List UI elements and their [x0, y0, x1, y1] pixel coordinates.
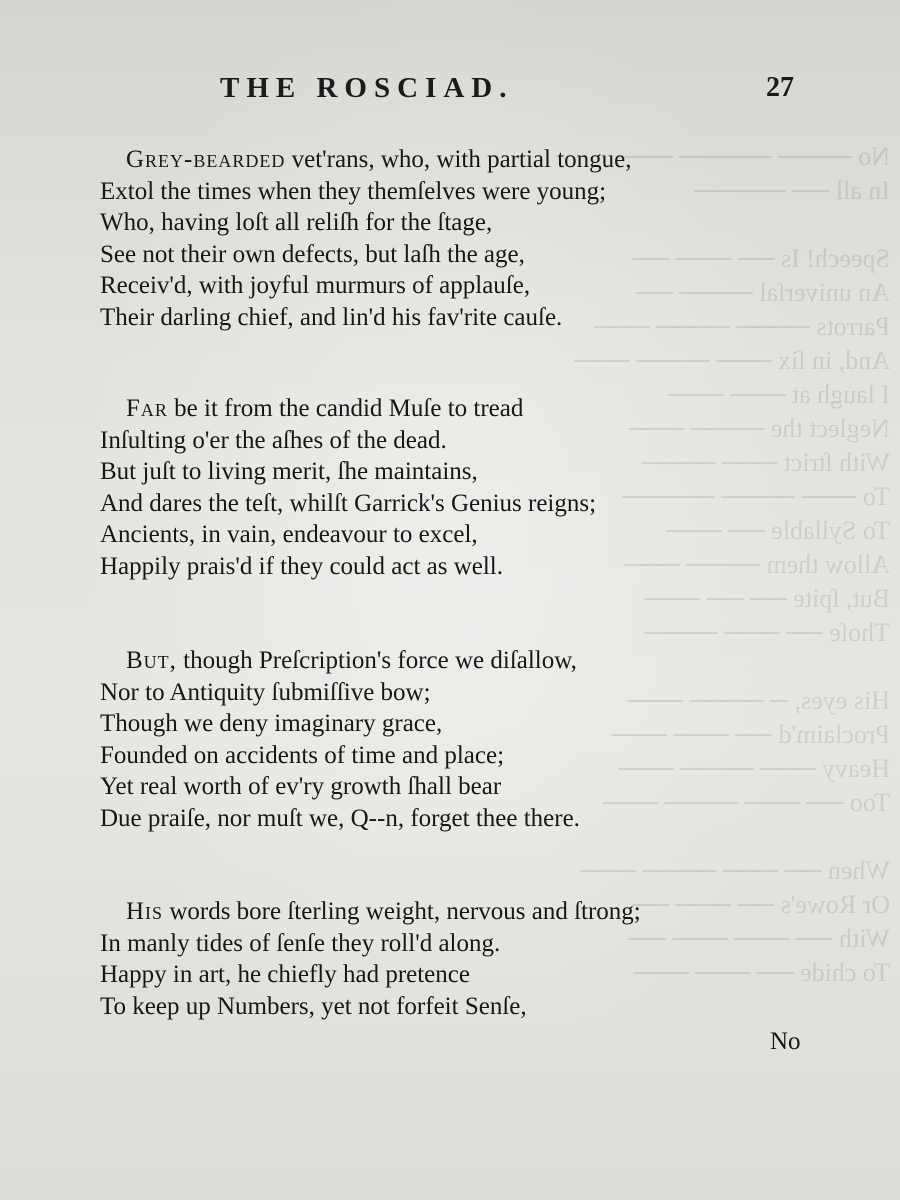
verse-line: Nor to Antiquity ſubmiſſive bow; [100, 678, 431, 706]
running-head-title: THE ROSCIAD. [220, 72, 514, 104]
verse-line: Extol the times when they themſelves were young; [100, 177, 607, 205]
stanza [100, 144, 631, 333]
bleed-through-texture: No ──── ───── ─── In all ── ───── Speech! Is ── ─── ── An univerſal ──── ── Parrots ──── ──── ─── And, in ſix ─── ──── ─── I laugh at ─── ─── Neglect the ──── ─── With ſtrict ─── ──── To ─── ──── ───── To Syllable ── ─── Allow them ──── ─── But, ſpite ── ── ─── Thoſe ── ─── ──── His eyes, ─ ──── ─── Proclaim'd ── ─── ─── Heavy ─── ──── ─── Too ── ─── ──── ─── When ── ─── ──── ─── Or Rowe's ── ─── ── With ── ─── ─── ── To chide ── ─── ─── [574, 142, 890, 987]
verse-line: Though we deny imaginary grace, [100, 710, 443, 737]
stanza [100, 393, 596, 582]
verse-line: Far be it from the candid Muſe to tread [126, 395, 524, 422]
stanza-lead-word: But, [126, 647, 177, 674]
verse-line: But, though Preſcription's force we diſallow, [126, 647, 577, 674]
stanza [100, 645, 580, 834]
verse-line: Their darling chief, and lin'd his fav'rite cauſe. [100, 303, 563, 331]
stanza-lead-word: His [126, 898, 164, 925]
verse-line: Receiv'd, with joyful murmurs of applauſe, [100, 272, 531, 299]
verse-line: But juſt to living merit, ſhe maintains, [100, 458, 478, 485]
verse-line: Ancients, in vain, endeavour to excel, [100, 521, 478, 548]
verse-line: To keep up Numbers, yet not forfeit Senſe, [100, 992, 527, 1020]
verse-line: Happy in art, he chiefly had pretence [100, 961, 470, 988]
verse-line: Grey-bearded vet'rans, who, with partial tongue, [126, 146, 632, 173]
stanza-lead-word: Grey-bearded [126, 146, 286, 173]
verse-line: Founded on accidents of time and place; [100, 741, 505, 769]
verse-line: Yet real worth of ev'ry growth ſhall bear [100, 773, 502, 800]
verse-line: His words bore ſterling weight, nervous and ſtrong; [126, 898, 641, 925]
verse-line: In manly tides of ſenſe they roll'd along. [100, 929, 501, 957]
page-number: 27 [766, 72, 794, 103]
verse-line: Who, having loſt all reliſh for the ſtage, [100, 209, 493, 236]
stanza-lead-word: Far [126, 395, 168, 422]
verse-line: Due praiſe, nor muſt we, Q--n, forget thee there. [100, 804, 580, 832]
verse-line: See not their own defects, but laſh the age, [100, 240, 525, 268]
stanza [100, 896, 641, 1022]
verse-line: Inſulting o'er the aſhes of the dead. [100, 426, 447, 454]
catchword: No [770, 1028, 801, 1055]
verse-line: Happily prais'd if they could act as well. [100, 552, 504, 580]
verse-line: And dares the teſt, whilſt Garrick's Genius reigns; [100, 489, 597, 517]
